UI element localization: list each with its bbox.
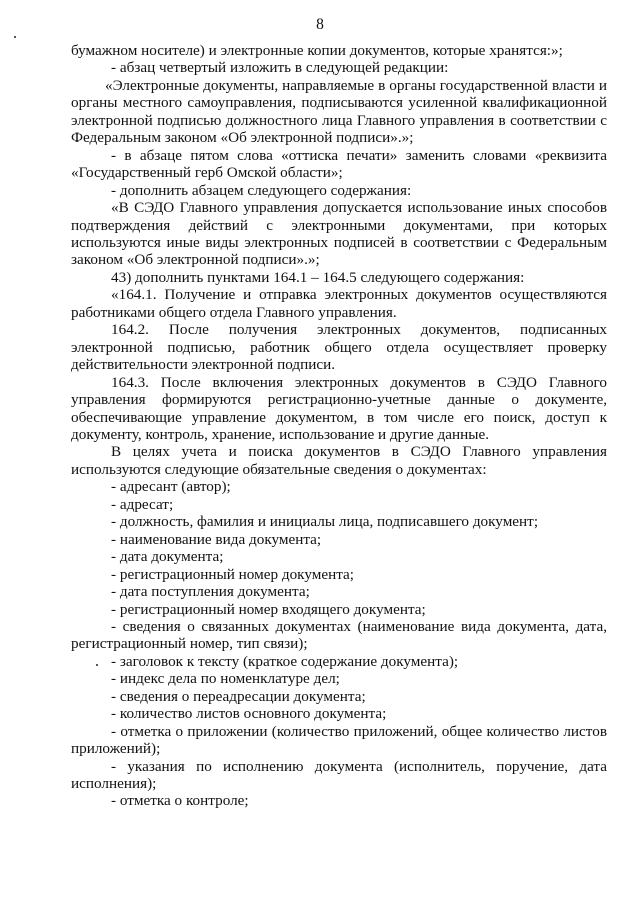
paragraph: - дополнить абзацем следующего содержания: <box>111 181 412 199</box>
list-item: - наименование вида документа; <box>111 530 322 548</box>
paragraph: 164.3. После включения электронных документов в СЭДО Главного управления формируются регистрационно-учетные данные о документе, обеспечивающие управление документом, в том числе его поиск, доступ к документу, контроль, хранение, использование и другие данные. <box>71 373 607 443</box>
list-item: - дата поступления документа; <box>111 583 310 601</box>
paragraph: «Электронные документы, направляемые в органы государственной власти и органы местного самоуправления, подписываются усиленной квалификационной электронной подписью должностного лица Главного управления в соответствии с Федеральным законом «Об электронной подписи».»; <box>71 76 607 147</box>
list-item: - адресант (автор); <box>111 478 231 496</box>
scan-speck <box>14 36 16 38</box>
required-details-list <box>71 478 607 810</box>
paragraph: «В СЭДО Главного управления допускается использование иных способов подтверждения действий с электронными документами, при которых используются иные виды электронных подписей в соответствии с Федеральным законом «Об электронной подписи».»; <box>71 199 607 269</box>
list-item: - заголовок к тексту (краткое содержание документа); <box>111 652 459 670</box>
document-body <box>71 42 607 810</box>
paragraph: - в абзаце пятом слова «оттиска печати» заменить словами «реквизита «Государственный герб Омской области»; <box>71 146 607 182</box>
list-item: - адресат; <box>111 495 174 513</box>
list-item: - количество листов основного документа; <box>111 705 387 723</box>
page-number: 8 <box>316 16 324 33</box>
list-item: - регистрационный номер документа; <box>111 565 354 583</box>
list-item: - индекс дела по номенклатуре дел; <box>111 670 340 688</box>
list-item: - сведения о связанных документах (наименование вида документа, дата, регистрационный номер, тип связи); <box>71 617 607 653</box>
paragraph: 164.2. После получения электронных документов, подписанных электронной подписью, работник общего отдела осуществляет проверку действительности электронной подписи. <box>71 321 607 374</box>
list-item: - дата документа; <box>111 548 224 566</box>
list-item: - отметка о приложении (количество приложений, общее количество листов приложений); <box>71 722 607 758</box>
paragraph: 43) дополнить пунктами 164.1 – 164.5 следующего содержания: <box>111 268 525 286</box>
paragraph: В целях учета и поиска документов в СЭДО Главного управления используются следующие обязательные сведения о документах: <box>71 443 607 478</box>
list-item: - должность, фамилия и инициалы лица, подписавшего документ; <box>111 513 539 531</box>
paragraph: - абзац четвертый изложить в следующей редакции: <box>111 59 449 77</box>
list-item: - регистрационный номер входящего документа; <box>111 600 426 618</box>
list-item: - отметка о контроле; <box>111 792 249 810</box>
paragraph: «164.1. Получение и отправка электронных документов осуществляются работниками общего отдела Главного управления. <box>71 286 607 321</box>
list-item: - указания по исполнению документа (исполнитель, поручение, дата исполнения); <box>71 757 607 793</box>
list-item: - сведения о переадресации документа; <box>111 687 366 705</box>
paragraph: бумажном носителе) и электронные копии документов, которые хранятся:»; <box>71 42 563 59</box>
